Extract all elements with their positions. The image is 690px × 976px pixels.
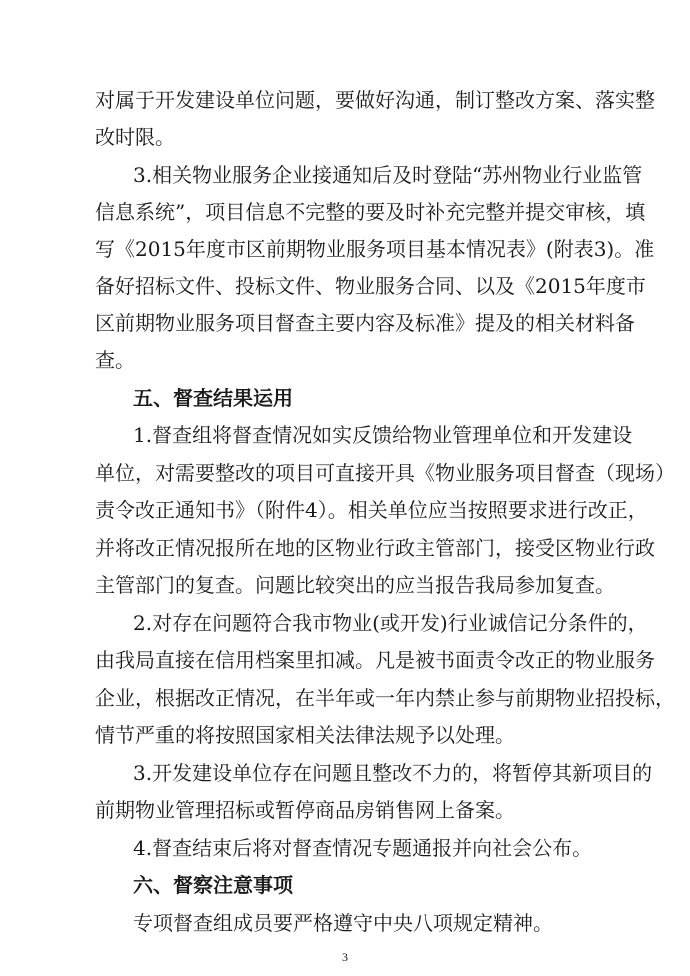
paragraph-line: 查。 (95, 348, 135, 372)
paragraph-line: 主管部门的复查。问题比较突出的应当报告我局参加复查。 (95, 573, 615, 597)
paragraph-line: 1.督查组将督查情况如实反馈给物业管理单位和开发建设 (133, 423, 633, 447)
section-heading-6: 六、督察注意事项 (133, 873, 293, 897)
paragraph-line: 3.开发建设单位存在问题且整改不力的，将暂停其新项目的 (133, 761, 653, 785)
paragraph-line: 专项督查组成员要严格遵守中央八项规定精神。 (133, 911, 553, 935)
paragraph-line: 前期物业管理招标或暂停商品房销售网上备案。 (95, 798, 515, 822)
paragraph-line: 信息系统”，项目信息不完整的要及时补充完整并提交审核，填 (95, 200, 646, 224)
paragraph-line: 改时限。 (95, 125, 175, 149)
paragraph-line: 写《2015年度市区前期物业服务项目基本情况表》(附表3)。准 (95, 237, 655, 261)
paragraph-line: 4.督查结束后将对督查情况专题通报并向社会公布。 (133, 836, 593, 860)
paragraph-line: 对属于开发建设单位问题，要做好沟通，制订整改方案、落实整 (95, 88, 655, 112)
paragraph-line: 情节严重的将按照国家相关法律法规予以处理。 (95, 723, 515, 747)
paragraph-line: 备好招标文件、投标文件、物业服务合同、以及《2015年度市 (95, 274, 646, 298)
paragraph-line: 2.对存在问题符合我市物业(或开发)行业诚信记分条件的， (133, 611, 648, 635)
paragraph-line: 由我局直接在信用档案里扣减。凡是被书面责令改正的物业服务 (95, 648, 655, 672)
paragraph-line: 3.相关物业服务企业接通知后及时登陆“苏州物业行业监管 (133, 163, 643, 187)
paragraph-line: 单位，对需要整改的项目可直接开具《物业服务项目督查（现场） (95, 461, 675, 485)
section-heading-5: 五、督查结果运用 (133, 386, 293, 410)
paragraph-line: 区前期物业服务项目督查主要内容及标准》提及的相关材料备 (95, 311, 635, 335)
paragraph-line: 责令改正通知书》（附件4）。相关单位应当按照要求进行改正， (95, 498, 648, 522)
paragraph-line: 并将改正情况报所在地的区物业行政主管部门，接受区物业行政 (95, 536, 655, 560)
paragraph-line: 企业，根据改正情况，在半年或一年内禁止参与前期物业招投标， (95, 686, 675, 710)
page-number: 3 (342, 950, 348, 964)
